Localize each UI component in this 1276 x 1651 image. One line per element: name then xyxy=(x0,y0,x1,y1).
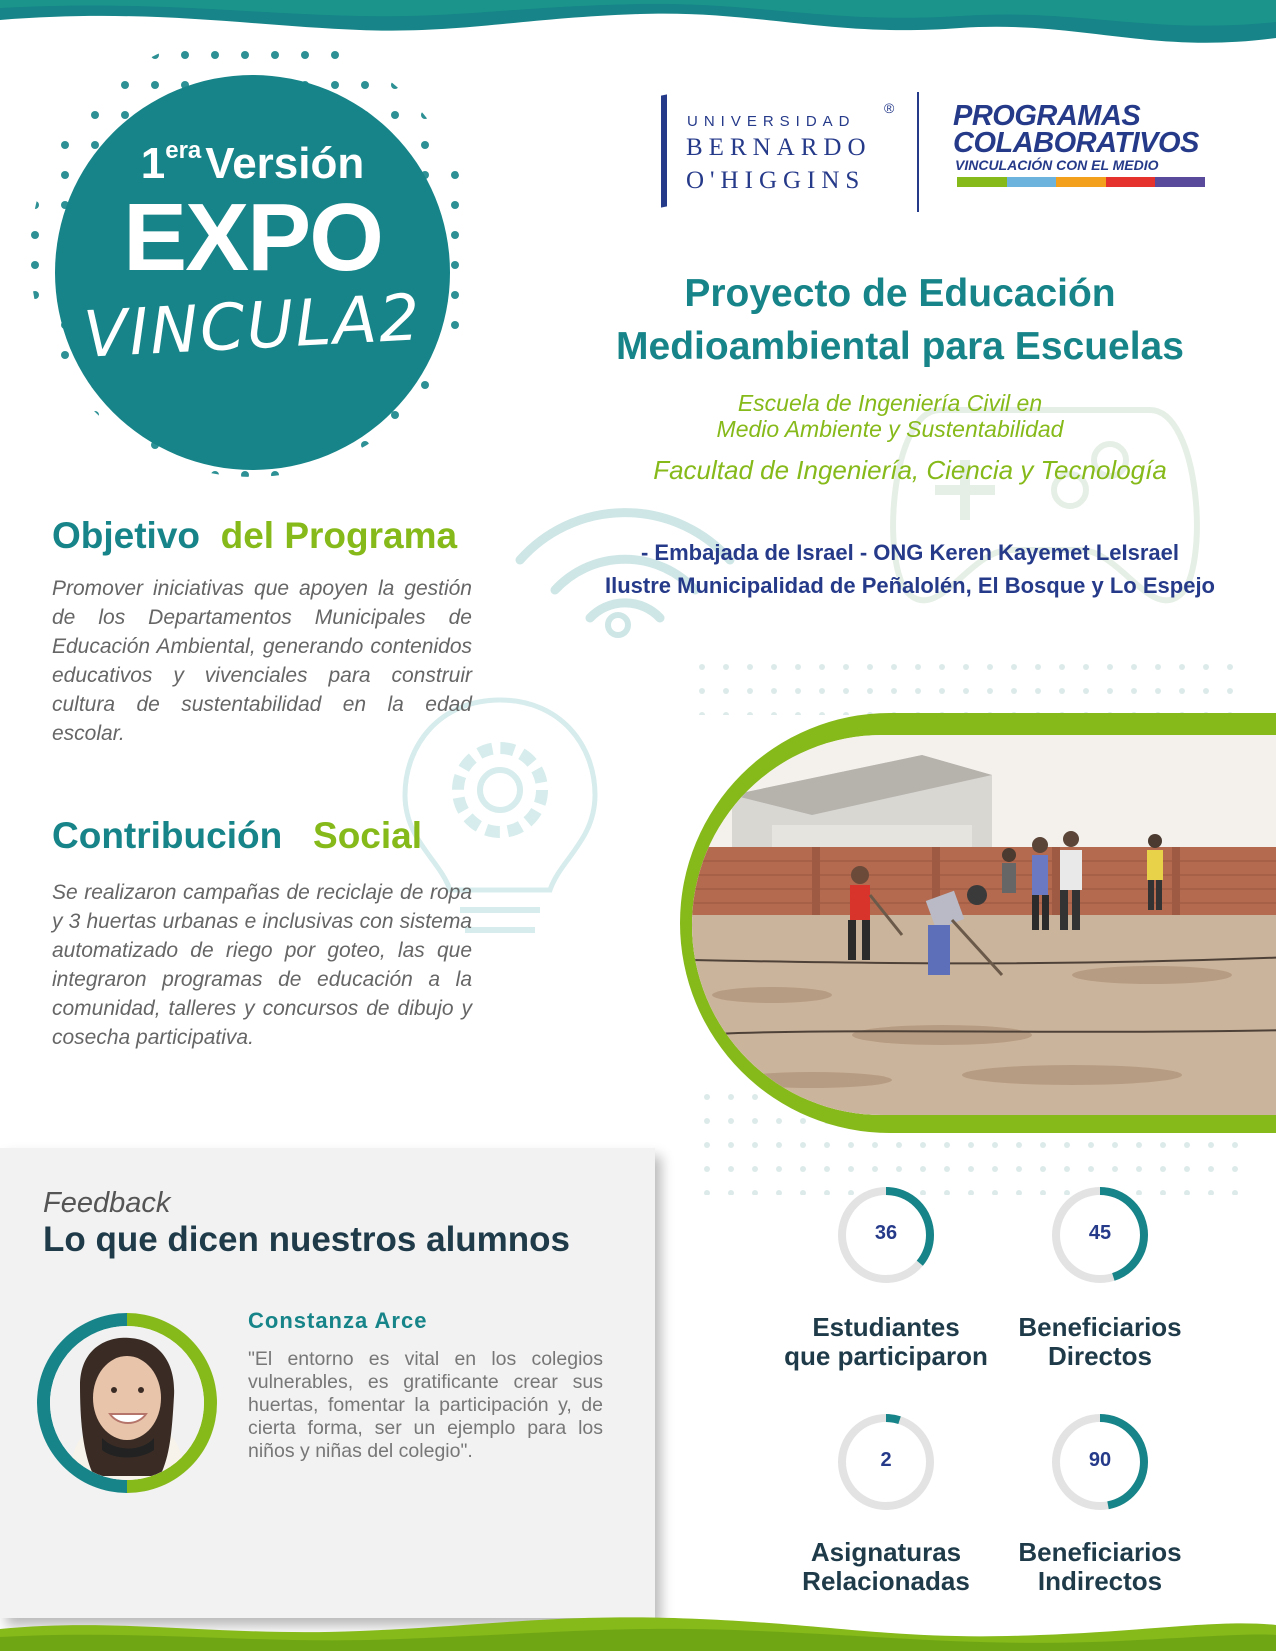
stat-label: Estudiantes que participaron xyxy=(784,1312,988,1371)
programas-color-bar xyxy=(957,177,1205,187)
stat-value: 36 xyxy=(874,1222,898,1244)
color-stripe xyxy=(1007,177,1057,187)
feedback-label: Feedback xyxy=(43,1187,171,1219)
partners-line2: Ilustre Municipalidad de Peñalolén, El Bosque y Lo Espejo xyxy=(604,573,1215,598)
badge-expo: EXPO xyxy=(123,184,382,291)
avatar xyxy=(50,1326,204,1480)
color-stripe xyxy=(1056,177,1106,187)
garden-work-photo xyxy=(692,735,1276,1115)
faculty: Facultad de Ingeniería, Ciencia y Tecnología xyxy=(653,455,1167,485)
registered-mark: ® xyxy=(884,100,895,116)
badge-version: $1^{era}Versión$ xyxy=(140,137,365,188)
bottom-wave-decoration xyxy=(0,1611,1276,1651)
programas-subtitle: VINCULACIÓN CON EL MEDIO xyxy=(955,157,1159,173)
university-name-line1: BERNARDO xyxy=(686,134,872,161)
student-quote: "El entorno es vital en los colegios vulnerables, es gratificante crear sus huertas, fomentar la participación y, de cierta forma, ser un ejemplo para los niños y niñas del colegio". xyxy=(248,1348,603,1462)
stat-label: Beneficiarios Directos xyxy=(1018,1312,1182,1371)
stat-value: 45 xyxy=(1088,1222,1112,1244)
photo-dots-decoration xyxy=(690,655,1250,715)
badge-vincula: VINCULA2 xyxy=(81,281,424,373)
stat-label: Beneficiarios Indirectos xyxy=(1018,1537,1182,1596)
programas-title-line1: PROGRAMAS xyxy=(953,100,1141,132)
project-title-line2: Medioambiental para Escuelas xyxy=(616,325,1184,368)
objetivo-text: Promover iniciativas que apoyen la gestión de los Departamentos Municipales de Educación Ambiental, generando contenidos educativos y vivenciales para construir cultura de sustentabilidad en la edad escolar. xyxy=(52,577,472,745)
color-stripe xyxy=(957,177,1007,187)
school-line1: Escuela de Ingeniería Civil en xyxy=(737,390,1043,416)
color-stripe xyxy=(1155,177,1205,187)
stat-value: 90 xyxy=(1088,1449,1112,1471)
student-name: Constanza Arce xyxy=(248,1308,428,1333)
university-logo-bar xyxy=(661,94,667,207)
university-name-line2: O'HIGGINS xyxy=(686,167,866,194)
expo-badge xyxy=(55,75,450,470)
contribucion-heading: Contribución Social xyxy=(52,815,423,856)
color-stripe xyxy=(1106,177,1156,187)
school-line2: Medio Ambiente y Sustentabilidad xyxy=(716,416,1064,442)
project-title-line1: Proyecto de Educación xyxy=(684,272,1116,315)
programas-title-line2: COLABORATIVOS xyxy=(953,127,1199,159)
stat-value: 2 xyxy=(880,1449,892,1471)
partners-line1: - Embajada de Israel - ONG Keren Kayemet LeIsrael xyxy=(640,540,1179,565)
logo-divider xyxy=(917,92,919,212)
contribucion-text: Se realizaron campañas de reciclaje de ropa y 3 huertas urbanas e inclusivas con sistema automatizado de riego por goteo, las que integraron programas de educación a la comunidad, talleres y concursos de dibujo y cosecha participativa. xyxy=(52,881,472,1049)
feedback-title: Lo que dicen nuestros alumnos xyxy=(43,1220,571,1259)
stat-label: Asignaturas Relacionadas xyxy=(802,1537,970,1596)
university-name-small: UNIVERSIDAD xyxy=(687,113,856,130)
objetivo-heading: Objetivo del Programa xyxy=(52,515,458,556)
